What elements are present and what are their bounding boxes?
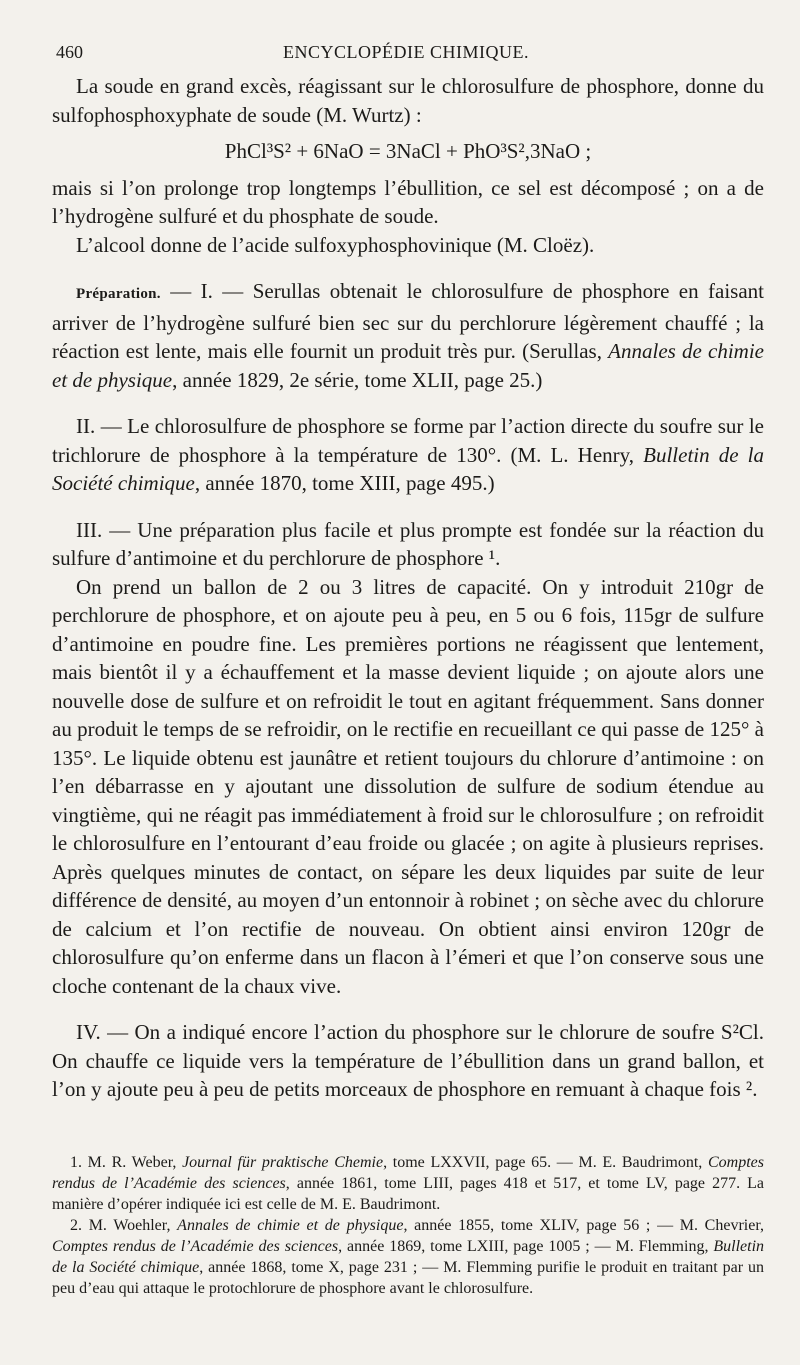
running-title: ENCYCLOPÉDIE CHIMIQUE. <box>283 42 529 62</box>
paragraph-preparation-iv: IV. — On a indiqué encore l’action du phosphore sur le chlorure de soufre S²Cl. On chauffe ce liquide vers la température de l’ébullition dans un grand ballon, et l’on y ajoute peu à peu de petits morceaux de phosphore en remuant à chaque fois ². <box>52 1020 764 1101</box>
fn2-citation-3: Bulletin de la Société chimique <box>52 1238 765 1276</box>
prep-text-b: , année 1829, 2e série, tome XLII, page 25.) <box>172 367 543 392</box>
fn2-text-a: 2. M. Woehler, <box>70 1217 178 1234</box>
paragraph-preparation-i <box>52 277 764 394</box>
fn2-text-c: , année 1869, tome LXIII, page 1005 ; — M. Flemming, <box>338 1238 714 1255</box>
fn2-citation-2: Comptes rendus de l’Académie des sciences <box>52 1238 339 1255</box>
main-text <box>52 72 764 1104</box>
paragraph-alcool: L’alcool donne de l’acide sulfoxyphosphovinique (M. Cloëz). <box>76 232 595 257</box>
fn2-text-d: , année 1868, tome X, page 231 ; — M. Flemming purifie le produit en traitant par un peu d’eau qui attaque le protochlorure de phosphore avant le chlorosulfure. <box>52 1259 765 1297</box>
footnotes <box>52 1152 764 1299</box>
section-dash: — I. — <box>160 279 253 303</box>
prep-citation: Annales de chimie et de physique <box>52 339 764 392</box>
fn1-citation-1: Journal für praktische Chemie <box>182 1154 384 1171</box>
paragraph-preparation-iii: III. — Une préparation plus facile et plus prompte est fondée sur la réaction du sulfure d’antimoine et du perchlorure de phosphore ¹. <box>52 517 764 570</box>
fn1-text-c: , année 1861, tome LIII, pages 418 et 517, et tome LV, page 277. La manière d’opérer indiquée ici est celle de M. E. Baudrimont. <box>52 1175 765 1213</box>
section-lead: Préparation. <box>76 286 161 302</box>
page-number: 460 <box>56 42 83 62</box>
fn1-text-b: , tome LXXVII, page 65. — M. E. Baudrimont, <box>383 1154 708 1171</box>
footnote-1 <box>52 1152 764 1215</box>
fn2-citation-1: Annales de chimie et de physique <box>177 1217 404 1234</box>
ii-text-b: , année 1870, tome XIII, page 495.) <box>194 471 495 495</box>
paragraph-procedure: On prend un ballon de 2 ou 3 litres de capacité. On y introduit 210gr de perchlorure de phosphore, et on ajoute peu à peu, en 5 ou 6 fois, 115gr de sulfure d’antimoine en poudre fine. Les premières portions ne réagissent que lentement, mais bientôt il y a échauffement et la masse devient liquide ; on ajoute alors une nouvelle dose de sulfure et on refroidit le tout en agitant fréquemment. Sans donner au produit le temps de se refroidir, on le rectifie en recueillant ce qui passe de 125° à 135°. Le liquide obtenu est jaunâtre et retient toujours du chlorure d’antimoine : on l’en débarrasse en y ajoutant une dissolution de sulfure de sodium étendue au vingtième, qui ne réagit pas immédiatement à froid sur le chlorosulfure ; on refroidit le chlorosulfure en l’entourant d’eau froide ou glacée ; on agite à plusieurs reprises. Après quelques minutes de contact, on sépare les deux liquides par suite de leur différence de densité, au moyen d’un entonnoir à robinet ; on sèche avec du chlorure de calcium et l’on rectifie de nouveau. On obtient ainsi environ 120gr de chlorosulfure qu’on enferme dans un flacon à l’émeri et que l’on conserve sous une cloche contenant de la chaux vive. <box>52 574 764 998</box>
paragraph-preparation-ii <box>52 412 764 498</box>
prep-text-a: Serullas obtenait le chlorosulfure de phosphore en faisant arriver de l’hydrogène sulfuré bien sec sur du perchlorure légèrement chauffé ; la réaction est lente, mais elle fournit un produit très pur. (Serullas, <box>52 279 764 363</box>
fn2-text-b: , année 1855, tome XLIV, page 56 ; — M. Chevrier, <box>403 1217 765 1234</box>
paragraph-ebullition: mais si l’on prolonge trop longtemps l’ébullition, ce sel est décomposé ; on a de l’hydrogène sulfuré et du phosphate de soude. <box>52 175 764 228</box>
chemical-formula: PhCl³S² + 6NaO = 3NaCl + PhO³S²,3NaO ; <box>224 139 592 163</box>
fn1-citation-2: Comptes rendus de l’Académie des sciences <box>52 1154 764 1192</box>
footnote-2 <box>52 1215 764 1299</box>
ii-citation: Bulletin de la Société chimique <box>52 442 764 495</box>
fn1-text-a: 1. M. R. Weber, <box>70 1154 183 1171</box>
paragraph-soude: La soude en grand excès, réagissant sur le chlorosulfure de phosphore, donne du sulfophosphoxyphate de soude (M. Wurtz) : <box>52 74 764 127</box>
ii-text-a: II. — Le chlorosulfure de phosphore se forme par l’action directe du soufre sur le trichlorure de phosphore à la température de 130°. (M. L. Henry, <box>52 414 764 467</box>
page-header <box>56 42 756 66</box>
